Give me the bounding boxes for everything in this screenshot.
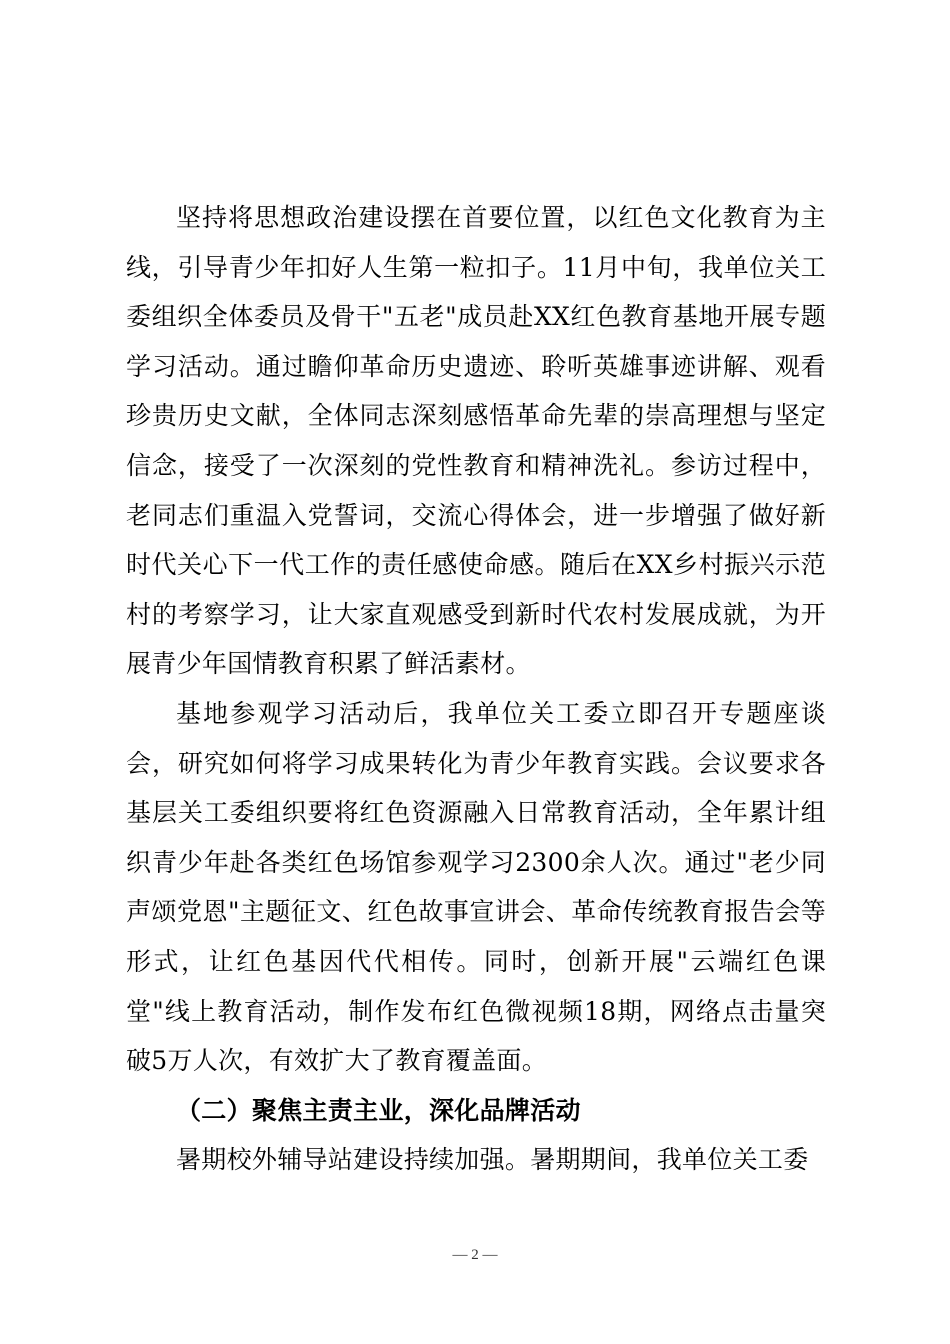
paragraph-3: 暑期校外辅导站建设持续加强。暑期期间，我单位关工委 [176, 1145, 809, 1175]
section-heading: （二）聚焦主责主业，深化品牌活动 [176, 1095, 581, 1125]
paragraph-1: 坚持将思想政治建设摆在首要位置，以红色文化教育为主线，引导青少年扣好人生第一粒扣子。11月中旬，我单位关工委组织全体委员及骨干"五老"成员赴XX红色教育基地开展专题学习活动。通过瞻仰革命历史遗迹、聆听英雄事迹讲解、观看珍贵历史文献，全体同志深刻感悟革命先辈的崇高理想与坚定信念，接受了一次深刻的党性教育和精神洗礼。参访过程中，老同志们重温入党誓词，交流心得体会，进一步增强了做好新时代关心下一代工作的责任感使命感。随后在XX乡村振兴示范村的考察学习，让大家直观感受到新时代农村发展成就，为开展青少年国情教育积累了鲜活素材。 [126, 203, 826, 679]
page-number: — 2 — [452, 1247, 498, 1263]
paragraph-2: 基地参观学习活动后，我单位关工委立即召开专题座谈会，研究如何将学习成果转化为青少年教育实践。会议要求各基层关工委组织要将红色资源融入日常教育活动，全年累计组织青少年赴各类红色场馆参观学习2300余人次。通过"老少同声颂党恩"主题征文、红色故事宣讲会、革命传统教育报告会等形式，让红色基因代代相传。同时，创新开展"云端红色课堂"线上教育活动，制作发布红色微视频18期，网络点击量突破5万人次，有效扩大了教育覆盖面。 [126, 698, 826, 1076]
document-body [126, 193, 826, 1185]
